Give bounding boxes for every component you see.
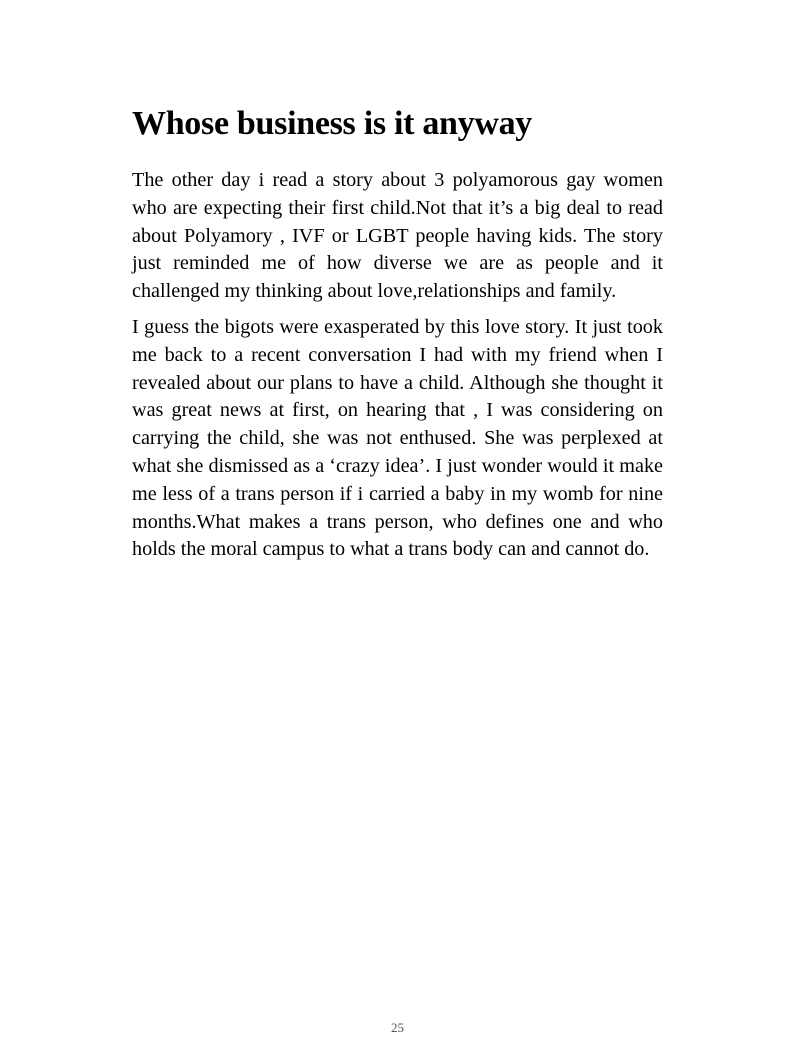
article-paragraph: I guess the bigots were exasperated by this love story. It just took me back to a recent conversation I had with my friend when I revealed about our plans to have a child. Although she thought it was great news at first, on hearing that , I was considering on carrying the child, she was not enthused. She was perplexed at what she dismissed as a ‘crazy idea’. I just wonder would it make me less of a trans person if i carried a baby in my womb for nine months.What makes a trans person, who defines one and who holds the moral campus to what a trans body can and cannot do. bbox=[132, 315, 663, 561]
page-number: 25 bbox=[391, 1020, 404, 1035]
article bbox=[132, 103, 663, 572]
article-paragraph: The other day i read a story about 3 polyamorous gay women who are expecting their first child.Not that it’s a big deal to read about Polyamory , IVF or LGBT people having kids. The story just reminded me of how diverse we are as people and it challenged my thinking about love,relationships and family. bbox=[132, 169, 663, 303]
article-title: Whose business is it anyway bbox=[132, 105, 532, 142]
